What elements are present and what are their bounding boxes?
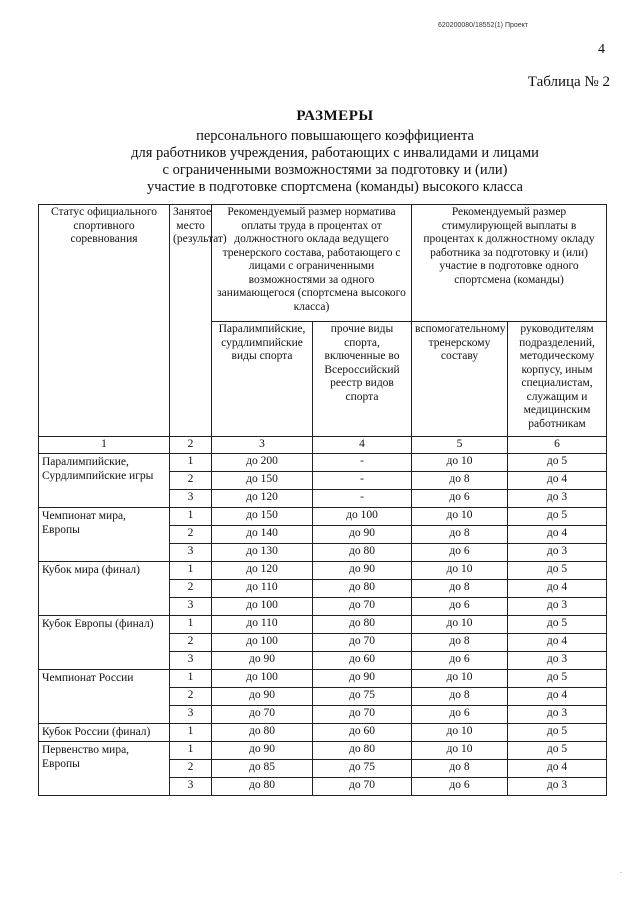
paralympic-rate-cell: до 85 (212, 759, 313, 777)
staff-bonus-cell: до 5 (508, 507, 607, 525)
other-sports-rate-cell: до 80 (313, 543, 412, 561)
staff-bonus-cell: до 3 (508, 777, 607, 795)
place-cell: 3 (170, 489, 212, 507)
paralympic-rate-cell: до 100 (212, 669, 313, 687)
other-sports-rate-cell: до 100 (313, 507, 412, 525)
competition-status: Кубок Европы (финал) (39, 615, 170, 669)
paralympic-rate-cell: до 200 (212, 453, 313, 471)
other-sports-rate-cell: до 80 (313, 741, 412, 759)
column-number: 3 (212, 437, 313, 454)
header-group-b: Рекомендуемый размер стимулирующей выплаты в процентах к должностному окладу работника за подготовку и (или) участие в подготовке одного спортсмена (команды) (412, 205, 607, 322)
assistant-coach-bonus-cell: до 8 (412, 525, 508, 543)
place-cell: 3 (170, 543, 212, 561)
paralympic-rate-cell: до 120 (212, 561, 313, 579)
other-sports-rate-cell: до 60 (313, 723, 412, 741)
other-sports-rate-cell: - (313, 471, 412, 489)
place-cell: 1 (170, 453, 212, 471)
other-sports-rate-cell: до 90 (313, 669, 412, 687)
column-number: 6 (508, 437, 607, 454)
assistant-coach-bonus-cell: до 10 (412, 453, 508, 471)
place-cell: 3 (170, 597, 212, 615)
place-cell: 2 (170, 471, 212, 489)
table-row (39, 723, 607, 741)
staff-bonus-cell: до 4 (508, 687, 607, 705)
table-row (39, 741, 607, 759)
header-place: Занятое место (результат) (170, 205, 212, 437)
paralympic-rate-cell: до 80 (212, 777, 313, 795)
paralympic-rate-cell: до 90 (212, 687, 313, 705)
paralympic-rate-cell: до 90 (212, 741, 313, 759)
staff-bonus-cell: до 5 (508, 741, 607, 759)
place-cell: 2 (170, 633, 212, 651)
title-block (100, 108, 570, 196)
other-sports-rate-cell: до 70 (313, 633, 412, 651)
other-sports-rate-cell: до 80 (313, 579, 412, 597)
header-sub-a2: прочие виды спорта, включенные во Всероссийский реестр видов спорта (313, 322, 412, 437)
paralympic-rate-cell: до 120 (212, 489, 313, 507)
place-cell: 1 (170, 561, 212, 579)
title-line: с ограниченными возможностями за подготовку и (или) (162, 162, 508, 178)
document-id: 620200080/18552(1) Проект (438, 22, 529, 29)
place-cell: 3 (170, 705, 212, 723)
assistant-coach-bonus-cell: до 10 (412, 507, 508, 525)
paralympic-rate-cell: до 70 (212, 705, 313, 723)
competition-status: Кубок России (финал) (39, 723, 170, 741)
assistant-coach-bonus-cell: до 8 (412, 687, 508, 705)
other-sports-rate-cell: до 70 (313, 705, 412, 723)
other-sports-rate-cell: до 75 (313, 687, 412, 705)
page-number: 4 (598, 42, 605, 57)
place-cell: 2 (170, 579, 212, 597)
title-line: персонального повышающего коэффициента (196, 128, 474, 144)
staff-bonus-cell: до 5 (508, 615, 607, 633)
other-sports-rate-cell: до 70 (313, 597, 412, 615)
other-sports-rate-cell: до 75 (313, 759, 412, 777)
assistant-coach-bonus-cell: до 10 (412, 741, 508, 759)
assistant-coach-bonus-cell: до 6 (412, 705, 508, 723)
header-sub-b1: вспомогательному тренерскому составу (412, 322, 508, 437)
assistant-coach-bonus-cell: до 6 (412, 777, 508, 795)
header-sub-a1: Паралимпийские, сурдлимпийские виды спорта (212, 322, 313, 437)
table-body (39, 453, 607, 795)
assistant-coach-bonus-cell: до 8 (412, 471, 508, 489)
other-sports-rate-cell: - (313, 489, 412, 507)
staff-bonus-cell: до 5 (508, 723, 607, 741)
assistant-coach-bonus-cell: до 10 (412, 723, 508, 741)
column-number: 5 (412, 437, 508, 454)
other-sports-rate-cell: до 90 (313, 561, 412, 579)
place-cell: 2 (170, 759, 212, 777)
place-cell: 3 (170, 651, 212, 669)
other-sports-rate-cell: до 90 (313, 525, 412, 543)
assistant-coach-bonus-cell: до 8 (412, 579, 508, 597)
competition-status: Первенство мира, Европы (39, 741, 170, 795)
staff-bonus-cell: до 4 (508, 759, 607, 777)
other-sports-rate-cell: - (313, 453, 412, 471)
paralympic-rate-cell: до 140 (212, 525, 313, 543)
column-number-row (39, 437, 607, 454)
other-sports-rate-cell: до 80 (313, 615, 412, 633)
column-number: 2 (170, 437, 212, 454)
competition-status: Паралимпийские, Сурдлимпийские игры (39, 453, 170, 507)
table-row (39, 453, 607, 471)
other-sports-rate-cell: до 70 (313, 777, 412, 795)
place-cell: 2 (170, 687, 212, 705)
paralympic-rate-cell: до 110 (212, 615, 313, 633)
assistant-coach-bonus-cell: до 6 (412, 543, 508, 561)
staff-bonus-cell: до 3 (508, 597, 607, 615)
assistant-coach-bonus-cell: до 8 (412, 633, 508, 651)
column-number: 4 (313, 437, 412, 454)
paralympic-rate-cell: до 110 (212, 579, 313, 597)
title-line: участие в подготовке спортсмена (команды) высокого класса (147, 179, 523, 195)
place-cell: 1 (170, 669, 212, 687)
assistant-coach-bonus-cell: до 10 (412, 669, 508, 687)
place-cell: 1 (170, 615, 212, 633)
place-cell: 2 (170, 525, 212, 543)
staff-bonus-cell: до 4 (508, 471, 607, 489)
place-cell: 1 (170, 741, 212, 759)
table-label: Таблица № 2 (527, 74, 610, 90)
header-group-a: Рекомендуемый размер норматива оплаты труда в процентах от должностного оклада ведущего тренерского состава, работающего с лицами с ограниченными возможностями за одного занимающегося (спортсмена высокого класса) (212, 205, 412, 322)
coefficient-table (38, 204, 607, 796)
column-number: 1 (39, 437, 170, 454)
competition-status: Кубок мира (финал) (39, 561, 170, 615)
table-row (39, 561, 607, 579)
paralympic-rate-cell: до 130 (212, 543, 313, 561)
place-cell: 3 (170, 777, 212, 795)
place-cell: 1 (170, 723, 212, 741)
staff-bonus-cell: до 4 (508, 525, 607, 543)
paralympic-rate-cell: до 100 (212, 597, 313, 615)
paralympic-rate-cell: до 150 (212, 507, 313, 525)
staff-bonus-cell: до 5 (508, 669, 607, 687)
paralympic-rate-cell: до 100 (212, 633, 313, 651)
competition-status: Чемпионат мира, Европы (39, 507, 170, 561)
paralympic-rate-cell: до 80 (212, 723, 313, 741)
other-sports-rate-cell: до 60 (313, 651, 412, 669)
table-row (39, 507, 607, 525)
header-sub-b2: руководителям подразделений, методическому корпусу, иным специалистам, служащим и медицинским работникам (508, 322, 607, 437)
staff-bonus-cell: до 4 (508, 579, 607, 597)
table-row (39, 669, 607, 687)
staff-bonus-cell: до 5 (508, 453, 607, 471)
margin-mark: . (620, 866, 622, 875)
competition-status: Чемпионат России (39, 669, 170, 723)
title-line: для работников учреждения, работающих с инвалидами и лицами (131, 145, 539, 161)
assistant-coach-bonus-cell: до 6 (412, 489, 508, 507)
staff-bonus-cell: до 4 (508, 633, 607, 651)
assistant-coach-bonus-cell: до 10 (412, 561, 508, 579)
place-cell: 1 (170, 507, 212, 525)
staff-bonus-cell: до 5 (508, 561, 607, 579)
table-row (39, 615, 607, 633)
assistant-coach-bonus-cell: до 6 (412, 651, 508, 669)
staff-bonus-cell: до 3 (508, 543, 607, 561)
assistant-coach-bonus-cell: до 10 (412, 615, 508, 633)
assistant-coach-bonus-cell: до 6 (412, 597, 508, 615)
staff-bonus-cell: до 3 (508, 651, 607, 669)
staff-bonus-cell: до 3 (508, 705, 607, 723)
paralympic-rate-cell: до 150 (212, 471, 313, 489)
assistant-coach-bonus-cell: до 8 (412, 759, 508, 777)
paralympic-rate-cell: до 90 (212, 651, 313, 669)
header-status: Статус официального спортивного соревнования (39, 205, 170, 437)
staff-bonus-cell: до 3 (508, 489, 607, 507)
title-main: РАЗМЕРЫ (296, 108, 374, 124)
